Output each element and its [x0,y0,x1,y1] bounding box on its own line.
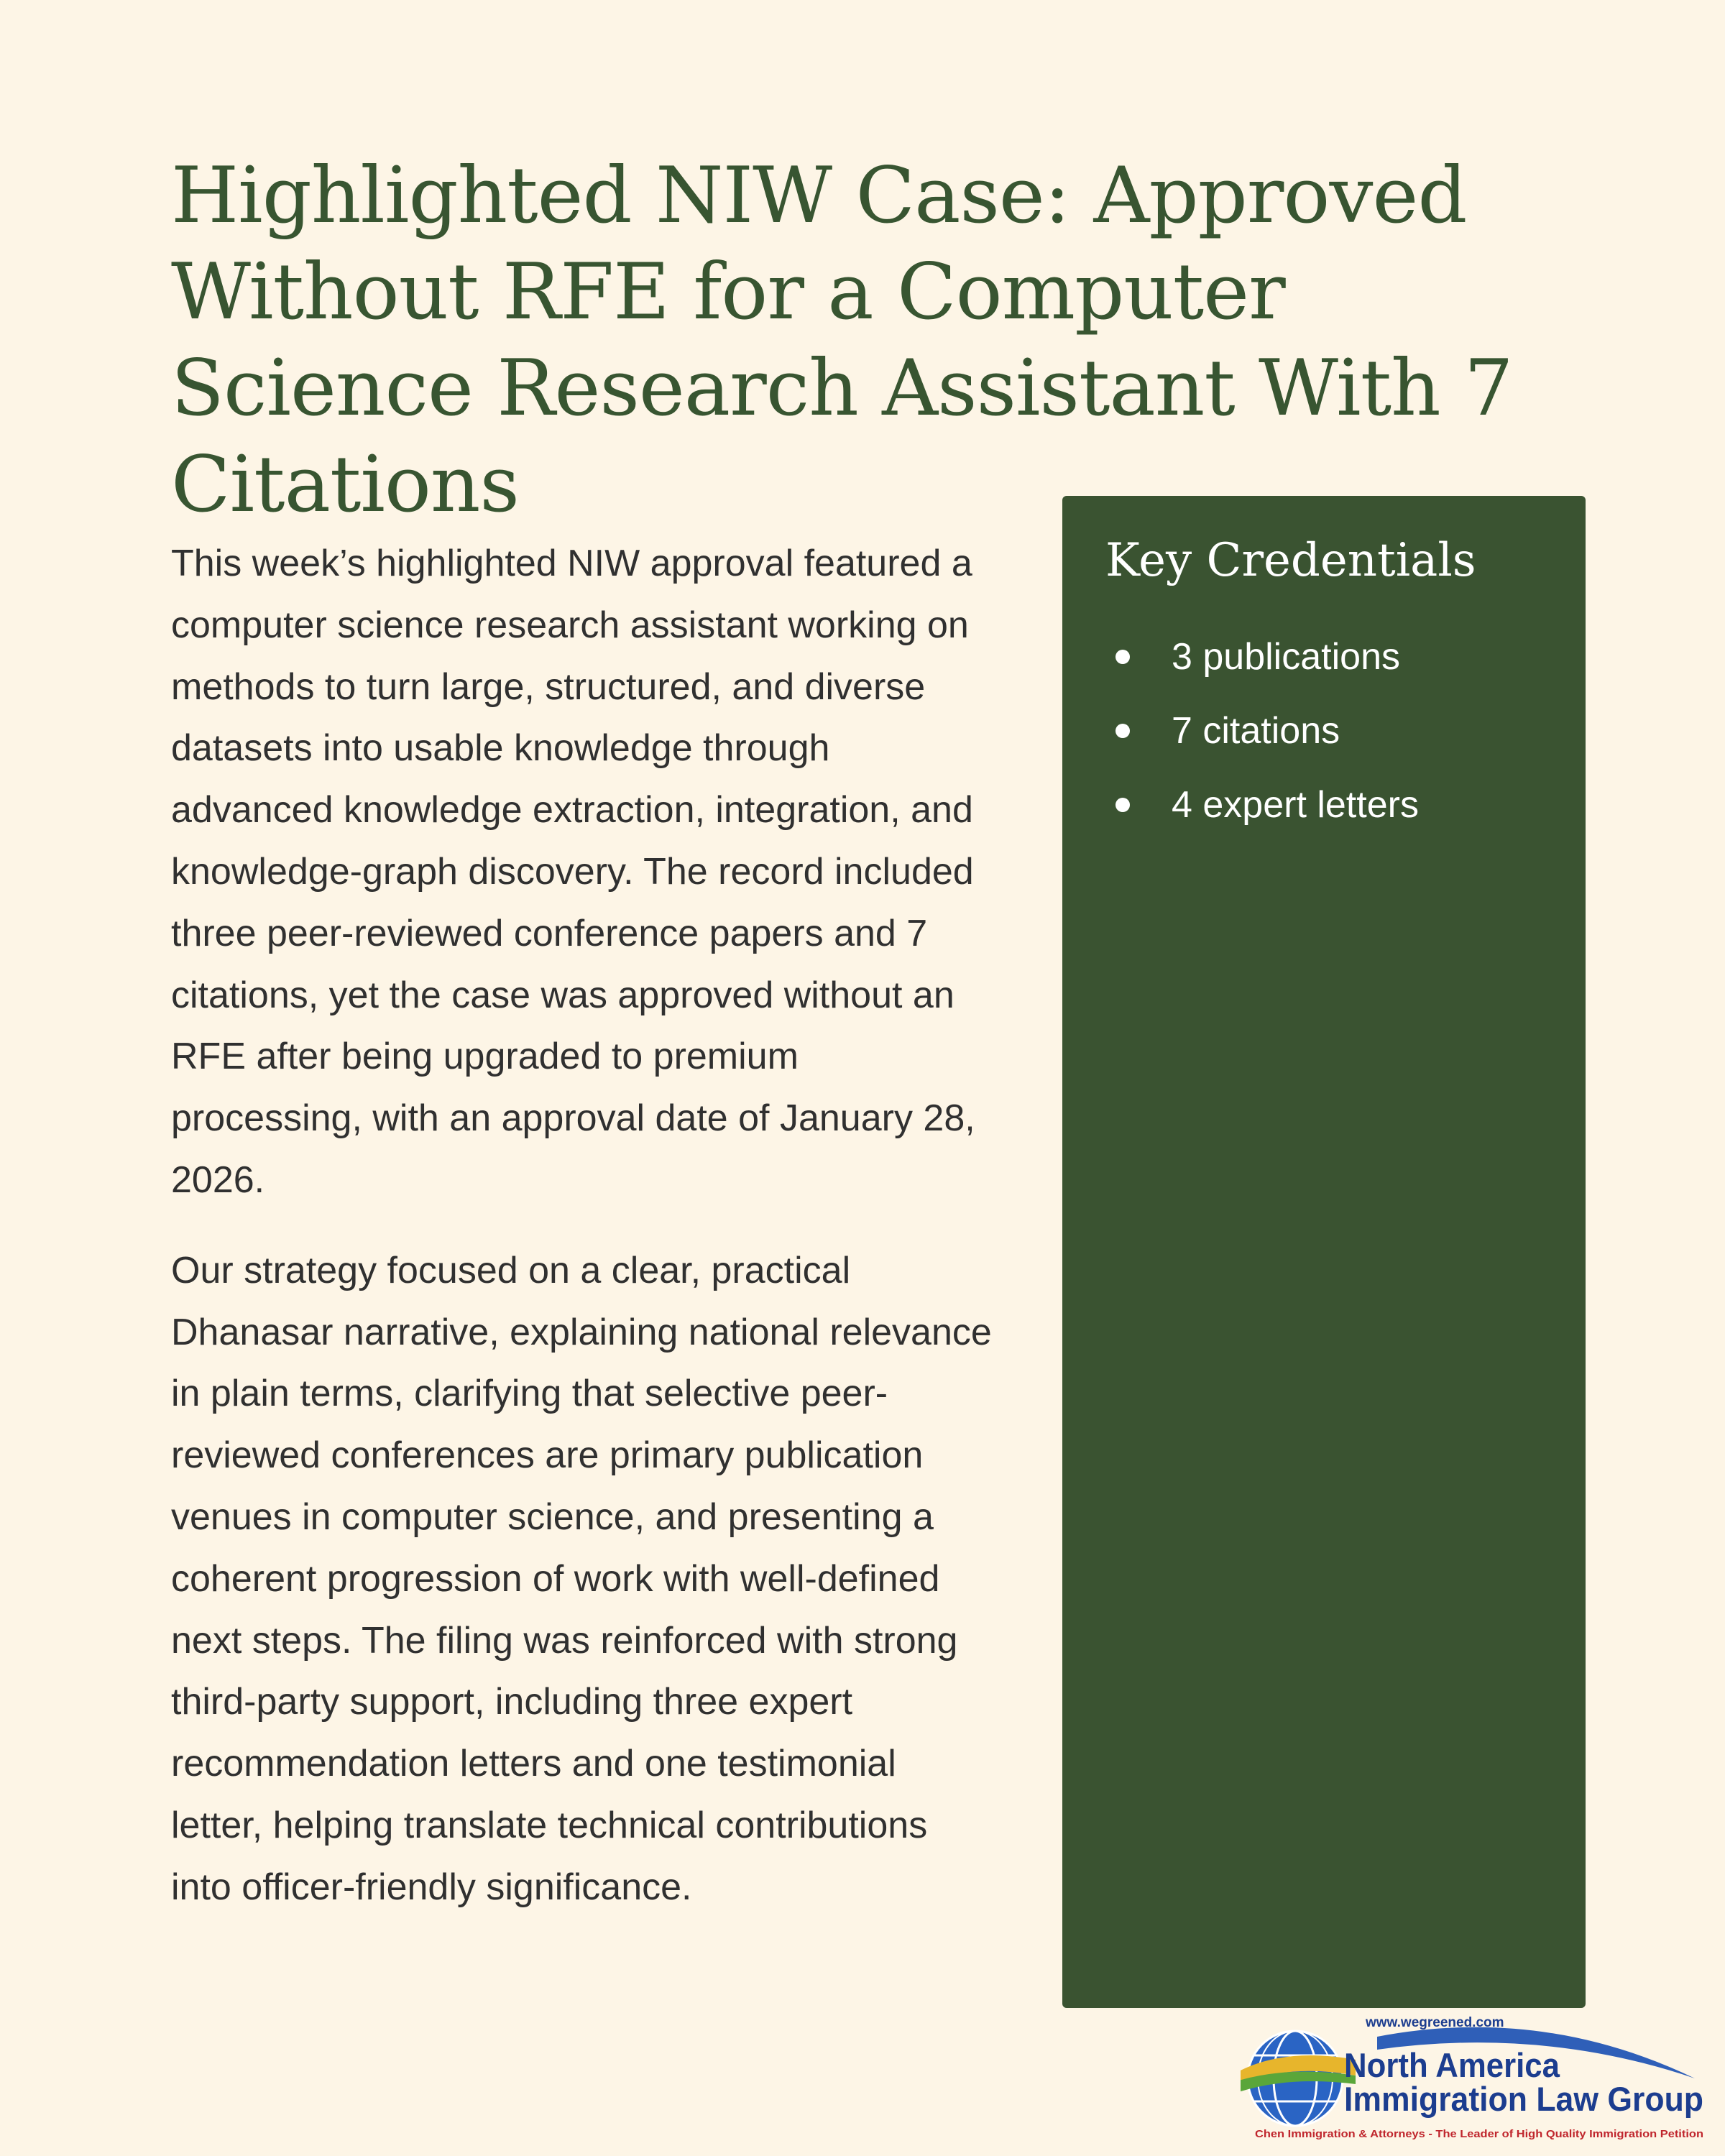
page-title: Highlighted NIW Case: Approved Without RFE for a Computer Science Research Assistant With 7 Citations [171,151,1513,530]
logo-tagline: Chen Immigration & Attorneys - The Leader of High Quality Immigration Petition [1255,2128,1703,2140]
logo-name-line2: Immigration Law Group [1344,2080,1703,2118]
credentials-list [1105,619,1419,842]
credential-label: 3 publications [1172,635,1400,678]
globe-icon [1241,2031,1356,2126]
article-paragraph-2: Our strategy focused on a clear, practical Dhanasar narrative, explaining national relevance in plain terms, clarifying that selective peer-reviewed conferences are primary publication venues in computer science, and presenting a coherent progression of work with well-defined next steps. The filing was reinforced with strong third-party support, including three expert recommendation letters and one testimonial letter, helping translate technical contributions into officer-friendly significance. [171,1249,992,1908]
logo-url: www.wegreened.com [1366,2015,1504,2030]
bullet-icon [1116,650,1130,664]
credential-item-citations [1105,694,1419,768]
key-credentials-heading: Key Credentials [1105,534,1476,587]
bullet-icon [1116,724,1130,738]
key-credentials-panel [1062,496,1586,2008]
article-body [171,533,998,1948]
credential-item-publications [1105,619,1419,694]
bullet-icon [1116,798,1130,812]
logo-name-line1: North America [1344,2046,1560,2084]
company-logo [1241,2009,1708,2146]
credential-label: 7 citations [1172,709,1340,752]
article-paragraph-1: This week’s highlighted NIW approval featured a computer science research assistant working on methods to turn large, structured, and diverse datasets into usable knowledge through advanced knowledge extraction, integration, and knowledge-graph discovery. The record included three peer-reviewed conference papers and 7 citations, yet the case was approved without an RFE after being upgraded to premium processing, with an approval date of January 28, 2026. [171,543,975,1201]
credential-label: 4 expert letters [1172,783,1419,826]
credential-item-expert-letters [1105,768,1419,842]
